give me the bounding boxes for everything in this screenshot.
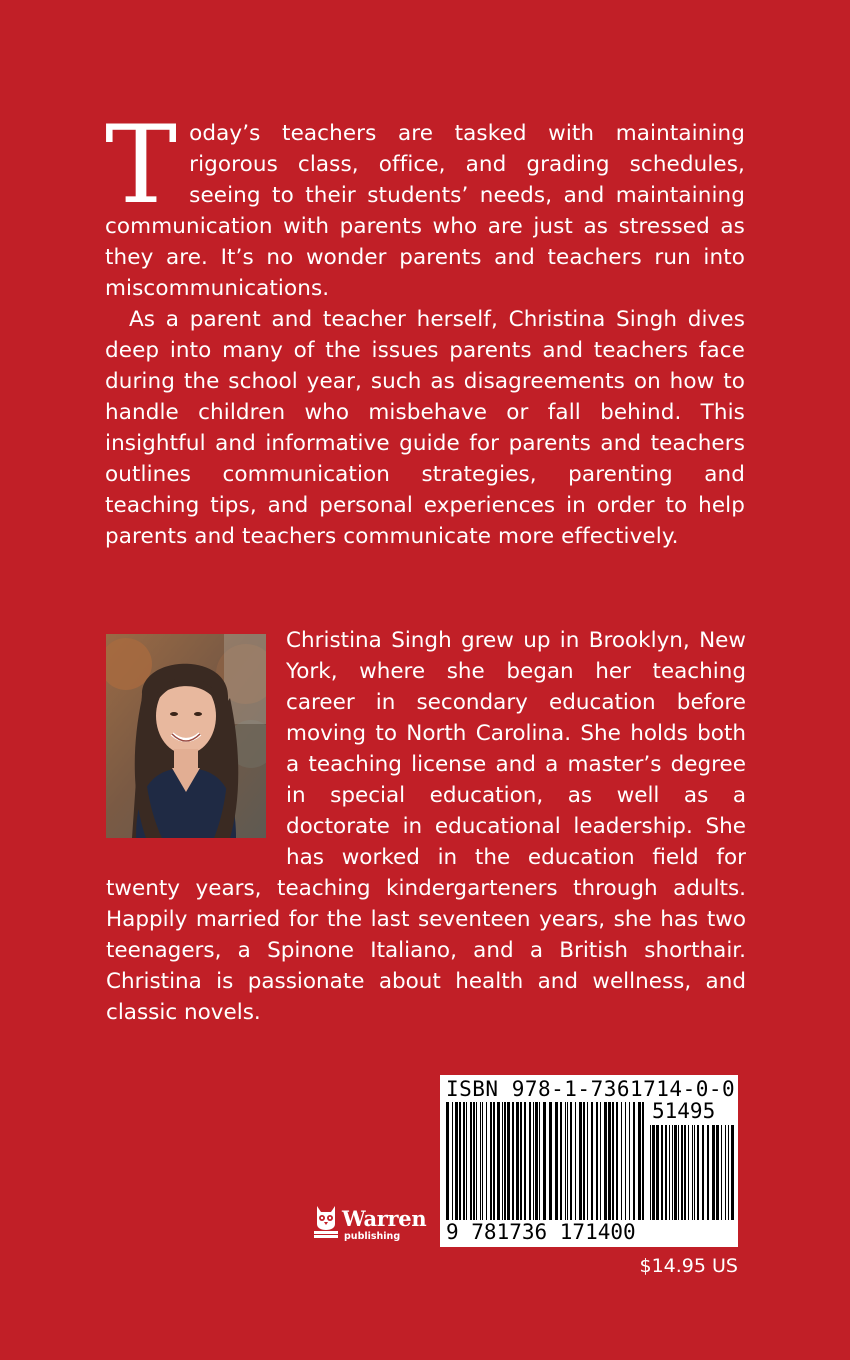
ean-digits: 9 781736 171400 — [446, 1220, 636, 1244]
barcode-bar — [543, 1102, 546, 1220]
barcode-bar — [555, 1102, 558, 1220]
barcode-bar — [452, 1102, 453, 1220]
barcode-bar — [629, 1102, 630, 1220]
barcode-bar — [652, 1125, 655, 1220]
blurb-paragraph-1-text: oday’s teachers are tasked with maintaining rigorous class, office, and grading schedules, seeing to their students’ needs, and maintaining communication with parents who are just as stressed as they are. It’s no wonder parents and teachers run into miscommunications. — [105, 121, 745, 301]
blurb-paragraph-2: As a parent and teacher herself, Christina Singh dives deep into many of the issues parents and teachers face during the school year, such as disagreements on how to handle children who misbehave or fall behind. This insightful and informative guide for parents and teachers outlines communication strategies, parenting and teaching tips, and personal experiences in order to help parents and teachers communicate more effectively. — [105, 307, 745, 549]
barcode-bar — [721, 1125, 722, 1220]
barcode-bar — [455, 1102, 458, 1220]
barcode-bar — [625, 1102, 626, 1220]
barcode-bar — [486, 1102, 487, 1220]
barcode-bar — [638, 1102, 641, 1220]
publisher-subname: publishing — [344, 1231, 401, 1242]
barcode-bar — [567, 1102, 568, 1220]
book-price: $14.95 US — [639, 1255, 738, 1277]
blurb-paragraph-1 — [105, 103, 745, 304]
isbn-barcode — [440, 1075, 738, 1247]
barcode-bar — [504, 1102, 506, 1220]
barcode-bar — [587, 1102, 588, 1220]
barcode-bar — [707, 1125, 709, 1220]
barcode-bar — [583, 1102, 585, 1220]
barcode-bar — [728, 1125, 729, 1220]
barcode-bar — [665, 1125, 667, 1220]
barcode-bar — [560, 1102, 562, 1220]
barcode-bar — [692, 1125, 693, 1220]
barcode-bar — [549, 1102, 552, 1220]
barcode-bar — [446, 1102, 449, 1220]
barcode-bar — [633, 1102, 635, 1220]
isbn-number: ISBN 978-1-7361714-0-0 — [446, 1077, 736, 1101]
barcode-bar — [476, 1102, 477, 1220]
barcode-bar — [684, 1125, 686, 1220]
barcode-bar — [480, 1102, 481, 1220]
barcode-bar — [539, 1102, 540, 1220]
barcode-bar — [661, 1125, 663, 1220]
barcode-bar — [466, 1102, 467, 1220]
barcode-bar — [524, 1102, 526, 1220]
ean-barcode-bars — [446, 1102, 646, 1220]
barcode-bar — [579, 1102, 582, 1220]
barcode-bar — [591, 1102, 593, 1220]
barcode-bar — [716, 1125, 719, 1220]
owl-book-icon — [313, 1204, 339, 1240]
barcode-bar — [669, 1125, 670, 1220]
barcode-bar — [470, 1102, 472, 1220]
barcode-bar — [507, 1102, 510, 1220]
author-photo — [106, 634, 266, 838]
author-bio — [106, 625, 746, 1028]
barcode-bar — [535, 1102, 538, 1220]
barcode-bar — [463, 1102, 465, 1220]
barcode-bar — [482, 1102, 483, 1220]
book-blurb — [105, 103, 745, 552]
barcode-price-code: 51495 — [652, 1099, 716, 1123]
barcode-bar — [678, 1125, 679, 1220]
barcode-bar — [497, 1102, 500, 1220]
barcode-bar — [725, 1125, 726, 1220]
barcode-bar — [650, 1125, 651, 1220]
barcode-bar — [520, 1102, 522, 1220]
barcode-bar — [621, 1102, 622, 1220]
barcode-bar — [575, 1102, 576, 1220]
barcode-bar — [529, 1102, 531, 1220]
barcode-bar — [600, 1102, 601, 1220]
barcode-bar — [459, 1102, 461, 1220]
barcode-bar — [493, 1102, 495, 1220]
barcode-bar — [697, 1125, 699, 1220]
barcode-bar — [604, 1102, 607, 1220]
barcode-bar — [688, 1125, 689, 1220]
author-bio-text: Christina Singh grew up in Brooklyn, New York, where she began her teaching career in secondary education before moving to North Carolina. She holds both a teaching license and a master’s degree in special education, as well as a doctorate in educational leadership. She has worked in the education field for twenty years, teaching kindergarteners through adults. Happily married for the last seventeen years, she has two teenagers, a Spinone Italiano, and a British shorthair. Christina is passionate about health and wellness, and classic novels. — [106, 628, 746, 1025]
barcode-bar — [512, 1102, 514, 1220]
barcode-bar — [473, 1102, 475, 1220]
barcode-bar — [672, 1125, 673, 1220]
barcode-bar — [712, 1125, 715, 1220]
barcode-bar — [681, 1125, 683, 1220]
barcode-bar — [490, 1102, 492, 1220]
barcode-bar — [731, 1125, 734, 1220]
drop-cap: T — [105, 103, 178, 228]
barcode-bar — [674, 1125, 677, 1220]
barcode-bar — [612, 1102, 614, 1220]
barcode-bar — [656, 1125, 659, 1220]
barcode-bar — [694, 1125, 695, 1220]
publisher-logo — [313, 1200, 433, 1250]
barcode-bar — [565, 1102, 566, 1220]
barcode-bar — [570, 1102, 572, 1220]
barcode-bar — [702, 1125, 704, 1220]
barcode-bar — [516, 1102, 519, 1220]
publisher-name: Warren — [342, 1206, 427, 1231]
barcode-bar — [533, 1102, 534, 1220]
barcode-bar — [616, 1102, 618, 1220]
barcode-bar — [502, 1102, 503, 1220]
barcode-bar — [596, 1102, 598, 1220]
addon-barcode-bars — [650, 1125, 734, 1220]
author-photo-image — [106, 634, 266, 838]
barcode-bar — [642, 1102, 644, 1220]
barcode-bar — [608, 1102, 611, 1220]
